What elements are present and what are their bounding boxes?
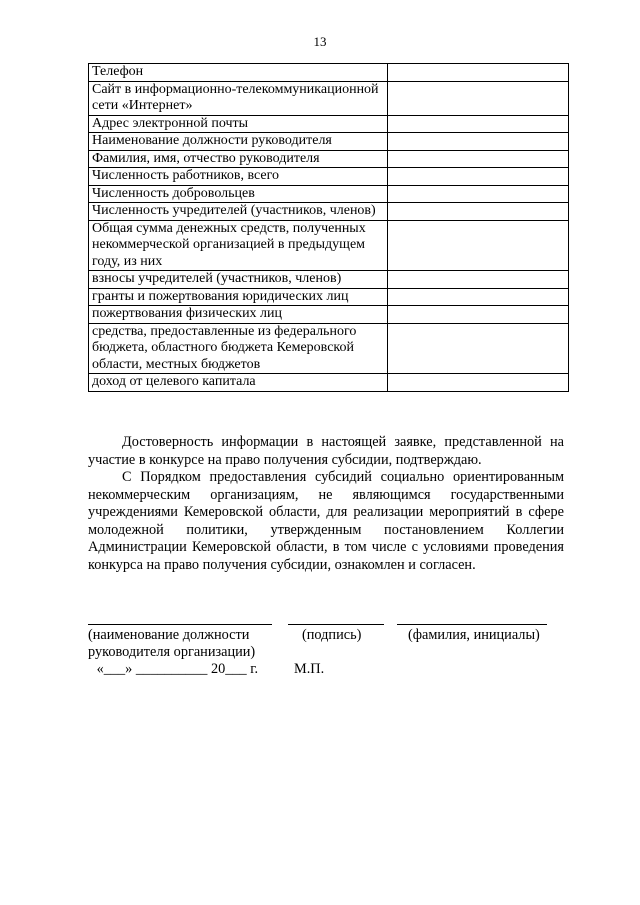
position-signature-line — [88, 624, 272, 625]
row-value-field[interactable] — [388, 185, 569, 203]
table-row — [89, 306, 569, 324]
signature-caption: (подпись) — [302, 627, 362, 643]
row-value-field[interactable] — [388, 203, 569, 221]
row-value-field[interactable] — [388, 133, 569, 151]
name-caption: (фамилия, инициалы) — [408, 627, 540, 643]
confirmation-paragraph: Достоверность информации в настоящей заявке, представленной на участие в конкурсе на право получения субсидии, подтверждаю. — [88, 434, 564, 468]
position-caption-line1: (наименование должности — [88, 627, 250, 643]
table-row — [89, 64, 569, 82]
row-value-field[interactable] — [388, 115, 569, 133]
table-row — [89, 203, 569, 221]
row-label: Сайт в информационно-телекоммуникационной сети «Интернет» — [89, 81, 388, 115]
table-body — [89, 64, 569, 392]
row-value-field[interactable] — [388, 323, 569, 374]
stamp-label: М.П. — [294, 661, 325, 677]
table-row — [89, 185, 569, 203]
row-label: Численность добровольцев — [89, 185, 388, 203]
row-value-field[interactable] — [388, 288, 569, 306]
row-label: Телефон — [89, 64, 388, 82]
procedure-acknowledgement-paragraph: С Порядком предоставления субсидий социально ориентированным некоммерческим организациям, не являющимся государственными учреждениями Кемеровской области, для реализации мероприятий в сфере молодежной политики, утвержденным постановлением Коллегии Администрации Кемеровской области, в том числе с условиями проведения конкурса на право получения субсидии, ознакомлен и согласен. — [88, 469, 564, 573]
row-value-field[interactable] — [388, 271, 569, 289]
confirmation-block — [88, 434, 564, 574]
row-label: пожертвования физических лиц — [89, 306, 388, 324]
table-row — [89, 81, 569, 115]
row-value-field[interactable] — [388, 64, 569, 82]
row-label: Численность работников, всего — [89, 168, 388, 186]
row-value-field[interactable] — [388, 150, 569, 168]
table-row — [89, 271, 569, 289]
row-value-field[interactable] — [388, 81, 569, 115]
table-row — [89, 288, 569, 306]
row-label: Численность учредителей (участников, членов) — [89, 203, 388, 221]
row-label: Фамилия, имя, отчество руководителя — [89, 150, 388, 168]
row-label: Наименование должности руководителя — [89, 133, 388, 151]
date-line: «___» __________ 20___ г. — [93, 661, 259, 677]
position-caption-line2: руководителя организации) — [88, 644, 256, 660]
name-signature-line — [397, 624, 547, 625]
row-value-field[interactable] — [388, 168, 569, 186]
row-label: гранты и пожертвования юридических лиц — [89, 288, 388, 306]
signature-line — [288, 624, 384, 625]
table-row — [89, 150, 569, 168]
table-row — [89, 133, 569, 151]
table-row — [89, 168, 569, 186]
row-label: Общая сумма денежных средств, полученных некоммерческой организацией в предыдущем году, из них — [89, 220, 388, 271]
row-label: Адрес электронной почты — [89, 115, 388, 133]
row-value-field[interactable] — [388, 374, 569, 392]
row-value-field[interactable] — [388, 306, 569, 324]
row-value-field[interactable] — [388, 220, 569, 271]
organization-info-table — [88, 63, 569, 392]
table-row — [89, 374, 569, 392]
page-number: 13 — [313, 34, 327, 49]
table-row — [89, 220, 569, 271]
row-label: средства, предоставленные из федерального бюджета, областного бюджета Кемеровской области, местных бюджетов — [89, 323, 388, 374]
table-row — [89, 323, 569, 374]
row-label: взносы учредителей (участников, членов) — [89, 271, 388, 289]
table-row — [89, 115, 569, 133]
row-label: доход от целевого капитала — [89, 374, 388, 392]
